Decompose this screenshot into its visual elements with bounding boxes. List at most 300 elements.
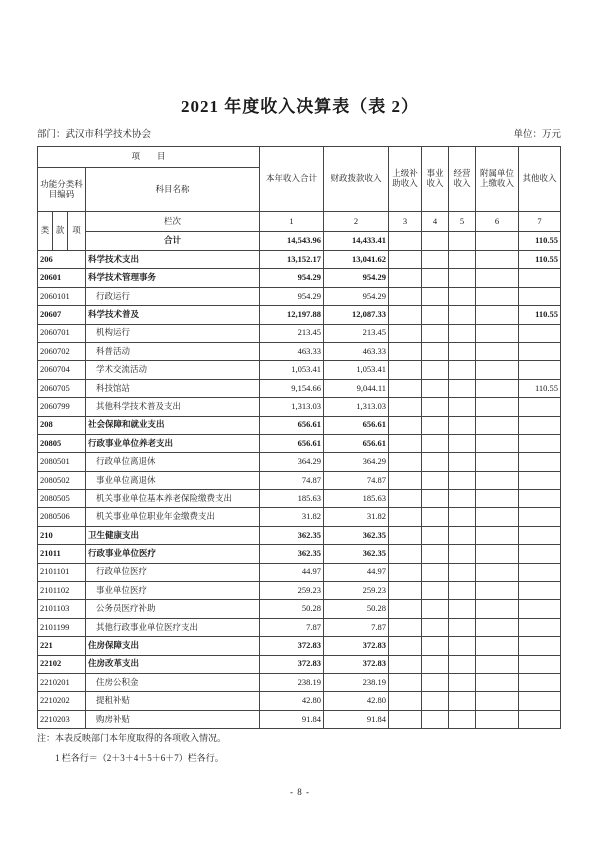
row-code: 2060799 [38, 398, 86, 416]
table-row [38, 618, 561, 636]
page-number: - 8 - [290, 787, 310, 797]
row-value [476, 692, 519, 710]
row-name: 行政单位离退休 [86, 453, 260, 471]
row-value [476, 251, 519, 269]
row-value [449, 673, 476, 691]
row-value [422, 306, 449, 324]
header-subcode-section: 款 [53, 212, 68, 251]
row-name: 住房改革支出 [86, 655, 260, 673]
row-name: 科普活动 [86, 342, 260, 360]
row-value [476, 416, 519, 434]
header-rank-label: 栏次 [86, 212, 260, 232]
row-value: 185.63 [260, 490, 324, 508]
row-value [449, 379, 476, 397]
row-value [519, 342, 561, 360]
row-name: 提租补贴 [86, 692, 260, 710]
row-value [449, 526, 476, 544]
department-label: 部门：武汉市科学技术协会 [37, 130, 152, 140]
row-value [389, 269, 422, 287]
row-value [519, 637, 561, 655]
row-value [389, 710, 422, 728]
row-value [449, 637, 476, 655]
table-row [38, 692, 561, 710]
row-value [422, 342, 449, 360]
row-code: 206 [38, 251, 86, 269]
row-value [476, 324, 519, 342]
row-value [422, 673, 449, 691]
row-value [389, 416, 422, 434]
header-row-item [38, 147, 561, 168]
row-code: 22102 [38, 655, 86, 673]
row-value: 463.33 [324, 342, 389, 360]
row-value [449, 490, 476, 508]
row-name: 其他行政事业单位医疗支出 [86, 618, 260, 636]
row-value [476, 453, 519, 471]
header-col-total-income: 本年收入合计 [260, 147, 324, 212]
row-value [389, 490, 422, 508]
column-number: 1 [260, 212, 324, 232]
row-value [476, 287, 519, 305]
row-value [422, 453, 449, 471]
row-value: 91.84 [324, 710, 389, 728]
table-row [38, 342, 561, 360]
row-value [519, 416, 561, 434]
total-value [476, 232, 519, 251]
row-value: 238.19 [324, 673, 389, 691]
row-value [519, 361, 561, 379]
row-value [389, 251, 422, 269]
row-value [422, 526, 449, 544]
total-value [422, 232, 449, 251]
row-value [422, 379, 449, 397]
row-value: 9,154.66 [260, 379, 324, 397]
row-value: 362.35 [324, 545, 389, 563]
row-value [476, 306, 519, 324]
row-value [476, 342, 519, 360]
table-row [38, 508, 561, 526]
table-row [38, 673, 561, 691]
table-row [38, 710, 561, 728]
row-value: 213.45 [324, 324, 389, 342]
row-value: 1,053.41 [324, 361, 389, 379]
table-row [38, 306, 561, 324]
row-code: 2060101 [38, 287, 86, 305]
row-value [476, 673, 519, 691]
column-number: 4 [422, 212, 449, 232]
row-value [389, 361, 422, 379]
page-title: 2021 年度收入决算表（表 2） [181, 97, 419, 116]
row-name: 住房保障支出 [86, 637, 260, 655]
row-name: 行政事业单位医疗 [86, 545, 260, 563]
table-row [38, 361, 561, 379]
row-value: 44.97 [260, 563, 324, 581]
row-value: 91.84 [260, 710, 324, 728]
row-value [519, 673, 561, 691]
row-value [389, 324, 422, 342]
row-value [422, 324, 449, 342]
row-value: 656.61 [260, 434, 324, 452]
row-name: 卫生健康支出 [86, 526, 260, 544]
header-col-business-income: 事业收入 [422, 147, 449, 212]
row-value: 362.35 [260, 526, 324, 544]
row-name: 其他科学技术普及支出 [86, 398, 260, 416]
row-name: 机关事业单位基本养老保险缴费支出 [86, 490, 260, 508]
row-value: 364.29 [324, 453, 389, 471]
row-value [476, 655, 519, 673]
row-code: 208 [38, 416, 86, 434]
total-label: 合计 [86, 232, 260, 251]
row-value [422, 600, 449, 618]
row-code: 2210203 [38, 710, 86, 728]
row-name: 学术交流活动 [86, 361, 260, 379]
row-value: 31.82 [324, 508, 389, 526]
meta-row [37, 126, 561, 140]
row-value [422, 655, 449, 673]
row-value [422, 618, 449, 636]
row-value [449, 508, 476, 526]
row-value: 74.87 [260, 471, 324, 489]
row-value [389, 379, 422, 397]
row-value [519, 582, 561, 600]
row-value [389, 508, 422, 526]
row-value [449, 306, 476, 324]
row-value: 954.29 [260, 287, 324, 305]
row-value: 31.82 [260, 508, 324, 526]
row-value [422, 490, 449, 508]
row-value [476, 434, 519, 452]
row-code: 20805 [38, 434, 86, 452]
row-value: 954.29 [324, 269, 389, 287]
row-value [519, 710, 561, 728]
row-value: 259.23 [324, 582, 389, 600]
row-value [389, 306, 422, 324]
row-value: 362.35 [260, 545, 324, 563]
row-value [422, 361, 449, 379]
row-value: 1,313.03 [260, 398, 324, 416]
table-row [38, 287, 561, 305]
row-value [449, 582, 476, 600]
table-row [38, 471, 561, 489]
header-name-label: 科目名称 [86, 168, 260, 212]
row-value [422, 710, 449, 728]
row-value: 7.87 [260, 618, 324, 636]
row-value [449, 398, 476, 416]
row-value [389, 582, 422, 600]
row-value [422, 434, 449, 452]
row-value [422, 563, 449, 581]
row-code: 2060704 [38, 361, 86, 379]
row-value [389, 526, 422, 544]
row-value [519, 471, 561, 489]
row-code: 2101102 [38, 582, 86, 600]
row-value [476, 508, 519, 526]
table-row [38, 526, 561, 544]
table-row [38, 637, 561, 655]
table-row [38, 563, 561, 581]
row-value: 656.61 [260, 416, 324, 434]
note-line-1: 注：本表反映部门本年度取得的各项收入情况。 [37, 733, 227, 743]
table-row [38, 324, 561, 342]
row-value [519, 269, 561, 287]
row-value [449, 471, 476, 489]
row-value [476, 600, 519, 618]
row-name: 行政单位医疗 [86, 563, 260, 581]
row-code: 2080505 [38, 490, 86, 508]
row-value: 656.61 [324, 416, 389, 434]
table-row [38, 655, 561, 673]
row-value: 50.28 [260, 600, 324, 618]
row-name: 事业单位离退休 [86, 471, 260, 489]
row-value [519, 453, 561, 471]
column-number: 6 [476, 212, 519, 232]
row-value: 13,041.62 [324, 251, 389, 269]
row-value [449, 324, 476, 342]
total-value: 110.55 [519, 232, 561, 251]
row-value [389, 655, 422, 673]
row-value: 44.97 [324, 563, 389, 581]
column-number: 5 [449, 212, 476, 232]
row-value [449, 563, 476, 581]
total-value [389, 232, 422, 251]
row-value [519, 434, 561, 452]
row-value: 12,197.88 [260, 306, 324, 324]
header-code-label: 功能分类科目编码 [38, 168, 86, 212]
row-value [449, 434, 476, 452]
row-value [449, 692, 476, 710]
row-value [449, 600, 476, 618]
total-value: 14,543.96 [260, 232, 324, 251]
row-name: 行政运行 [86, 287, 260, 305]
row-value [422, 416, 449, 434]
row-value [422, 471, 449, 489]
table-row [38, 379, 561, 397]
row-value: 372.83 [260, 637, 324, 655]
table-row [38, 416, 561, 434]
row-value [476, 563, 519, 581]
row-value [389, 637, 422, 655]
row-value [422, 251, 449, 269]
row-value: 42.80 [324, 692, 389, 710]
row-value: 110.55 [519, 306, 561, 324]
row-value [389, 673, 422, 691]
table-row [38, 251, 561, 269]
row-value: 74.87 [324, 471, 389, 489]
column-number: 2 [324, 212, 389, 232]
row-name: 科学技术管理事务 [86, 269, 260, 287]
row-value [389, 342, 422, 360]
row-value [476, 545, 519, 563]
row-code: 2210201 [38, 673, 86, 691]
row-value [476, 379, 519, 397]
row-value [422, 269, 449, 287]
row-value [389, 563, 422, 581]
header-col-superior-subsidy: 上级补助收入 [389, 147, 422, 212]
row-value [449, 655, 476, 673]
row-value [422, 582, 449, 600]
row-value [422, 545, 449, 563]
row-value [476, 490, 519, 508]
row-code: 2080506 [38, 508, 86, 526]
row-name: 机构运行 [86, 324, 260, 342]
row-name: 机关事业单位职业年金缴费支出 [86, 508, 260, 526]
row-name: 事业单位医疗 [86, 582, 260, 600]
row-code: 2060705 [38, 379, 86, 397]
row-value [519, 618, 561, 636]
row-value: 1,313.03 [324, 398, 389, 416]
row-value: 372.83 [324, 637, 389, 655]
total-value: 14,433.41 [324, 232, 389, 251]
row-value: 213.45 [260, 324, 324, 342]
row-name: 公务员医疗补助 [86, 600, 260, 618]
row-name: 社会保障和就业支出 [86, 416, 260, 434]
row-value [449, 342, 476, 360]
row-value: 9,044.11 [324, 379, 389, 397]
row-value: 12,087.33 [324, 306, 389, 324]
row-value [519, 563, 561, 581]
row-value [389, 398, 422, 416]
row-code: 210 [38, 526, 86, 544]
row-value: 364.29 [260, 453, 324, 471]
row-value [449, 453, 476, 471]
row-value [519, 287, 561, 305]
row-value: 238.19 [260, 673, 324, 691]
row-value [449, 710, 476, 728]
header-subcode-class: 类 [38, 212, 53, 251]
row-value: 372.83 [324, 655, 389, 673]
row-code: 221 [38, 637, 86, 655]
table-notes [37, 733, 561, 764]
row-value [422, 398, 449, 416]
row-value [422, 508, 449, 526]
row-value [449, 269, 476, 287]
row-value [519, 526, 561, 544]
row-value [519, 324, 561, 342]
row-name: 科学技术普及 [86, 306, 260, 324]
row-name: 科技馆站 [86, 379, 260, 397]
row-value: 954.29 [260, 269, 324, 287]
row-value: 50.28 [324, 600, 389, 618]
row-value [476, 526, 519, 544]
row-value: 954.29 [324, 287, 389, 305]
row-value [389, 471, 422, 489]
header-subcode-item: 项 [68, 212, 86, 251]
row-value [422, 637, 449, 655]
row-value [476, 618, 519, 636]
row-value: 7.87 [324, 618, 389, 636]
row-value [476, 398, 519, 416]
income-table [37, 146, 561, 729]
row-value: 42.80 [260, 692, 324, 710]
row-value [449, 416, 476, 434]
row-name: 行政事业单位养老支出 [86, 434, 260, 452]
row-value [519, 398, 561, 416]
row-value: 1,053.41 [260, 361, 324, 379]
row-value [476, 361, 519, 379]
row-value [422, 287, 449, 305]
row-code: 2060701 [38, 324, 86, 342]
row-value [389, 287, 422, 305]
row-value [389, 618, 422, 636]
row-name: 科学技术支出 [86, 251, 260, 269]
header-col-operating-income: 经营收入 [449, 147, 476, 212]
row-value [476, 582, 519, 600]
header-item-group: 项 目 [38, 147, 260, 168]
row-value [476, 269, 519, 287]
row-value [449, 287, 476, 305]
row-value [449, 251, 476, 269]
row-value [389, 600, 422, 618]
row-name: 购房补贴 [86, 710, 260, 728]
row-value [389, 545, 422, 563]
row-value: 362.35 [324, 526, 389, 544]
row-value: 656.61 [324, 434, 389, 452]
row-value [519, 692, 561, 710]
row-value [476, 471, 519, 489]
table-row [38, 545, 561, 563]
row-code: 20601 [38, 269, 86, 287]
note-line-2: 1 栏各行＝（2＋3＋4＋5＋6＋7）栏各行。 [55, 752, 224, 763]
row-value [476, 710, 519, 728]
table-body [38, 147, 561, 729]
row-name: 住房公积金 [86, 673, 260, 691]
table-row [38, 434, 561, 452]
table-row [38, 398, 561, 416]
row-value: 259.23 [260, 582, 324, 600]
table-row [38, 269, 561, 287]
row-value [422, 692, 449, 710]
table-row [38, 453, 561, 471]
header-col-other-income: 其他收入 [519, 147, 561, 212]
total-row [38, 232, 561, 251]
row-code: 2080502 [38, 471, 86, 489]
row-code: 2101103 [38, 600, 86, 618]
row-value [519, 600, 561, 618]
row-code: 2080501 [38, 453, 86, 471]
row-value [519, 490, 561, 508]
row-code: 2210202 [38, 692, 86, 710]
row-value [519, 655, 561, 673]
header-row-columns [38, 212, 561, 232]
row-value [449, 545, 476, 563]
row-value [389, 453, 422, 471]
row-value [476, 637, 519, 655]
row-value [519, 545, 561, 563]
row-value [389, 692, 422, 710]
row-value [449, 361, 476, 379]
row-value: 110.55 [519, 251, 561, 269]
row-value: 13,152.17 [260, 251, 324, 269]
row-value: 110.55 [519, 379, 561, 397]
row-code: 21011 [38, 545, 86, 563]
unit-label: 单位：万元 [513, 130, 561, 140]
column-number: 7 [519, 212, 561, 232]
row-code: 2101199 [38, 618, 86, 636]
row-value [389, 434, 422, 452]
row-code: 20607 [38, 306, 86, 324]
table-row [38, 490, 561, 508]
row-code: 2060702 [38, 342, 86, 360]
header-col-subsidiary-remit: 附属单位上缴收入 [476, 147, 519, 212]
row-value: 185.63 [324, 490, 389, 508]
row-value [519, 508, 561, 526]
column-number: 3 [389, 212, 422, 232]
table-row [38, 600, 561, 618]
total-value [449, 232, 476, 251]
header-col-fiscal-appropriation: 财政拨款收入 [324, 147, 389, 212]
row-value: 372.83 [260, 655, 324, 673]
row-value: 463.33 [260, 342, 324, 360]
row-code: 2101101 [38, 563, 86, 581]
